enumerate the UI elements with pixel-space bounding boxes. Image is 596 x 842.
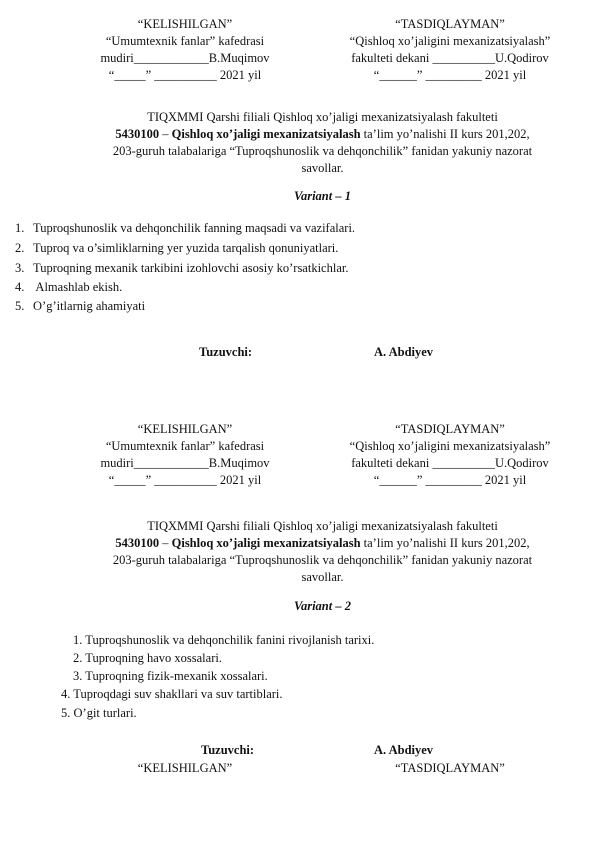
header-line: TIQXMMI Qarshi filiali Qishloq xo’jaligi mexanizatsiyalash fakulteti [147,519,498,533]
faculty-line: “Qishloq xo’jaligini mexanizatsiyalash” [349,34,551,48]
approval-block-left [80,16,290,84]
dash: – [159,536,172,550]
header-line: savollar. [301,570,344,584]
compiler-label: Tuzuvchi: [199,345,253,359]
question-text: O’g’itlarnig ahamiyati [33,299,146,313]
date-line: “______” _________ 2021 yil [373,68,527,82]
approval-block-right [330,421,570,489]
variant-title: Variant – 2 [294,599,351,613]
document-header [60,109,585,177]
header-line: savollar. [301,161,344,175]
compiler-label: Tuzuvchi: [201,743,255,757]
list-item [10,260,348,277]
approval-title: “KELISHILGAN” [137,422,233,436]
head-signature-line: mudiri____________B.Muqimov [100,456,270,470]
date-line: “______” _________ 2021 yil [373,473,527,487]
list-item: 5. O’git turlari. [61,706,137,720]
question-number: 2. [15,241,25,255]
list-item: 4. Tuproqdagi suv shakllari va suv tartiblari. [61,687,283,701]
department-line: “Umumtexnik fanlar” kafedrasi [105,34,265,48]
dean-signature-line: fakulteti dekani __________U.Qodirov [351,456,549,470]
list-item: 3. Tuproqning fizik-mexanik xossalari. [73,669,268,683]
header-line [60,535,585,552]
head-signature-line: mudiri____________B.Muqimov [100,51,270,65]
document-header [60,518,585,586]
approval-title: “KELISHILGAN” [137,17,233,31]
header-line: 203-guruh talabalariga “Tuproqshunoslik va dehqonchilik” fanidan yakuniy nazorat [112,144,533,158]
question-number: 1. [15,221,25,235]
question-text: Tuproqshunoslik va dehqonchilik fanning maqsadi va vazifalari. [33,221,356,235]
date-line: “_____” __________ 2021 yil [108,473,262,487]
header-rest: ta’lim yo’nalishi II kurs 201,202, [360,127,530,141]
compiler-name: A. Abdiyev [374,743,434,757]
question-number: 5. [15,299,25,313]
question-text: Almashlab ekish. [33,280,123,294]
variant-title: Variant – 1 [294,189,351,203]
question-number: 4. [15,280,25,294]
approval-title: “TASDIQLAYMAN” [395,17,505,31]
approval-title: “KELISHILGAN” [137,761,233,775]
list-item [10,220,355,237]
list-item: 2. Tuproqning havo xossalari. [73,651,222,665]
approval-title: “TASDIQLAYMAN” [395,761,505,775]
program-name: Qishloq xo’jaligi mexanizatsiyalash [171,127,361,141]
header-line: TIQXMMI Qarshi filiali Qishloq xo’jaligi mexanizatsiyalash fakulteti [147,110,498,124]
compiler-name: A. Abdiyev [374,345,434,359]
question-text: Tuproqning mexanik tarkibini izohlovchi asosiy ko’rsatkichlar. [33,261,349,275]
program-code: 5430100 [115,127,160,141]
list-item: 1. Tuproqshunoslik va dehqonchilik fanini rivojlanish tarixi. [73,633,375,647]
question-number: 3. [15,261,25,275]
header-line [60,126,585,143]
list-item [10,298,145,315]
header-line: 203-guruh talabalariga “Tuproqshunoslik va dehqonchilik” fanidan yakuniy nazorat [112,553,533,567]
faculty-line: “Qishloq xo’jaligini mexanizatsiyalash” [349,439,551,453]
approval-block-left [80,421,290,489]
approval-title: “TASDIQLAYMAN” [395,422,505,436]
date-line: “_____” __________ 2021 yil [108,68,262,82]
dean-signature-line: fakulteti dekani __________U.Qodirov [351,51,549,65]
question-text: Tuproq va o’simliklarning yer yuzida tarqalish qonuniyatlari. [33,241,339,255]
list-item [10,279,122,296]
program-code: 5430100 [115,536,160,550]
approval-block-right [330,16,570,84]
header-rest: ta’lim yo’nalishi II kurs 201,202, [360,536,530,550]
list-item [10,240,338,257]
department-line: “Umumtexnik fanlar” kafedrasi [105,439,265,453]
dash: – [159,127,172,141]
program-name: Qishloq xo’jaligi mexanizatsiyalash [171,536,361,550]
